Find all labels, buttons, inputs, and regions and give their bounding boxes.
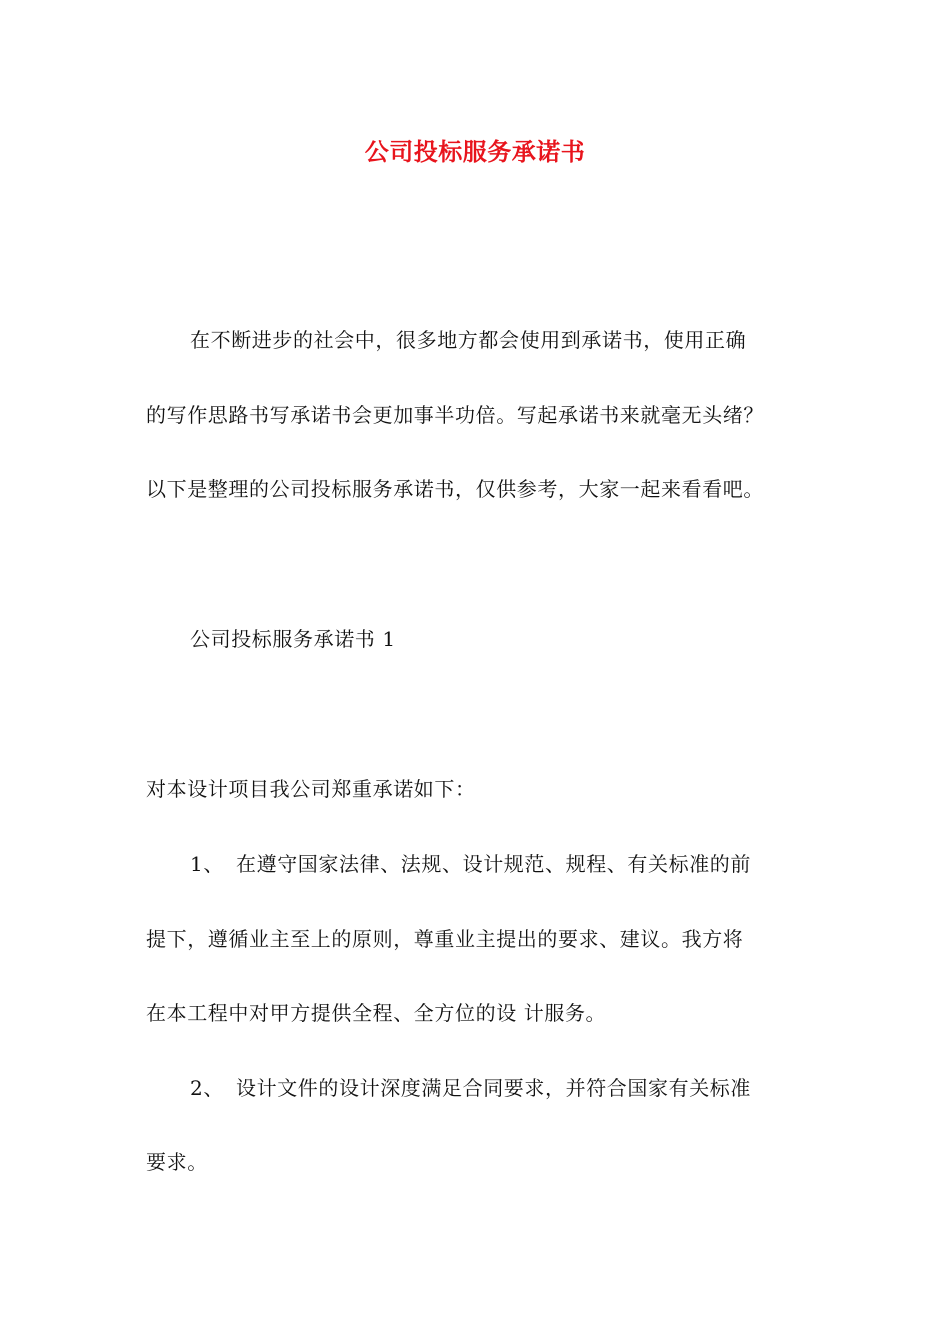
document-title: 公司投标服务承诺书 [364, 137, 586, 166]
item-2-line-1 [190, 1073, 860, 1103]
intro-line-3: 以下是整理的公司投标服务承诺书，仅供参考，大家一起来看看吧。 [146, 477, 764, 501]
item-2-line-2: 要求。 [146, 1150, 208, 1174]
intro-line-2: 的写作思路书写承诺书会更加事半功倍。写起承诺书来就毫无头绪？ [146, 403, 764, 427]
item-2-text-1: 设计文件的设计深度满足合同要求，并符合国家有关标准 [236, 1076, 751, 1100]
item-1-line-1 [190, 849, 860, 879]
item-1-text-1: 在遵守国家法律、法规、设计规范、规程、有关标准的前 [236, 852, 751, 876]
item-1-line-3: 在本工程中对甲方提供全程、全方位的设 计服务。 [146, 1001, 607, 1025]
intro-line-1: 在不断进步的社会中，很多地方都会使用到承诺书，使用正确 [190, 328, 747, 352]
item-1-number: 1、 [190, 852, 224, 876]
item-2-number: 2、 [190, 1076, 224, 1100]
section-heading: 公司投标服务承诺书 1 [190, 627, 396, 651]
item-1-line-2: 提下，遵循业主至上的原则，尊重业主提出的要求、建议。我方将 [146, 927, 744, 951]
commitment-intro: 对本设计项目我公司郑重承诺如下： [146, 777, 476, 801]
